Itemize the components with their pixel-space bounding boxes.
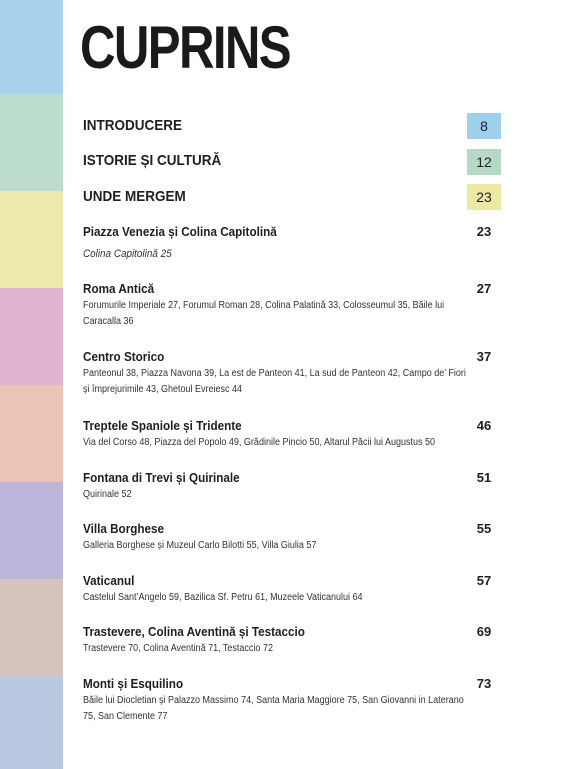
toc-entry-subitems: Trastevere 70, Colina Aventină 71, Testaccio 72 [83,643,273,654]
toc-entry-title[interactable]: Fontana di Trevi și Quirinale [83,470,240,485]
toc-entry-title[interactable]: Centro Storico [83,349,165,364]
toc-entry-title[interactable]: Villa Borghese [83,521,165,536]
toc-entry-subitems: Panteonul 38, Piazza Navona 39, La est de Panteon 41, La sud de Panteon 42, Campo de’ Fiori și împrejurimile 43, Ghetoul Evreiesc 44 [83,368,466,395]
section-introducere[interactable]: INTRODUCERE [83,117,183,134]
toc-entry-subitems: Forumurile Imperiale 27, Forumul Roman 28, Colina Palatină 33, Colosseumul 35, Băile lui Caracalla 36 [83,300,445,327]
toc-entry-subitems: Băile lui Diocletian și Palazzo Massimo 74, Santa Maria Maggiore 75, San Giovanni in Laterano 75, San Clemente 77 [83,695,464,722]
toc-entry-title[interactable]: Treptele Spaniole și Tridente [83,418,242,433]
toc-entry-page[interactable]: 51 [476,470,492,485]
toc-entry-page[interactable]: 46 [476,418,492,433]
toc-entry-title[interactable]: Vaticanul [83,573,135,588]
toc-entry-page[interactable]: 23 [476,224,492,239]
strip-band-6 [0,482,63,579]
toc-entry-subitems: Colina Capitolină 25 [83,248,172,260]
color-strip [0,0,63,769]
section-istorie[interactable]: ISTORIE ȘI CULTURĂ [83,152,222,169]
toc-entry-title[interactable]: Roma Antică [83,281,155,296]
section-unde-mergem-page-badge[interactable]: 23 [467,184,501,210]
strip-band-4 [0,288,63,385]
toc-entry-page[interactable]: 27 [476,281,492,296]
section-introducere-page-badge[interactable]: 8 [467,113,501,139]
strip-band-7 [0,579,63,676]
strip-band-1 [0,0,63,94]
toc-entry-page[interactable]: 37 [476,349,492,364]
toc-entry-title[interactable]: Monti și Esquilino [83,676,184,691]
toc-entry-page[interactable]: 73 [476,676,492,691]
toc-entry-title[interactable]: Trastevere, Colina Aventină și Testaccio [83,624,305,639]
section-istorie-page-badge[interactable]: 12 [467,149,501,175]
toc-entry-page[interactable]: 55 [476,521,492,536]
page-title: CUPRINS [80,14,290,81]
strip-band-2 [0,94,63,191]
toc-entry-subitems: Quirinale 52 [83,489,132,500]
strip-band-5 [0,385,63,482]
toc-entry-title[interactable]: Piazza Venezia și Colina Capitolină [83,224,277,239]
strip-band-3 [0,191,63,288]
toc-entry-page[interactable]: 69 [476,624,492,639]
section-unde-mergem[interactable]: UNDE MERGEM [83,188,186,205]
toc-entry-subitems: Castelul Sant’Angelo 59, Bazilica Sf. Petru 61, Muzeele Vaticanului 64 [83,592,363,603]
toc-entry-subitems: Via del Corso 48, Piazza del Popolo 49, Grădinile Pincio 50, Altarul Păcii lui Augustus 50 [83,437,436,448]
toc-entry-subitems: Galleria Borghese și Muzeul Carlo Bilotti 55, Villa Giulia 57 [83,540,317,551]
strip-band-8 [0,676,63,769]
toc-entry-page[interactable]: 57 [476,573,492,588]
